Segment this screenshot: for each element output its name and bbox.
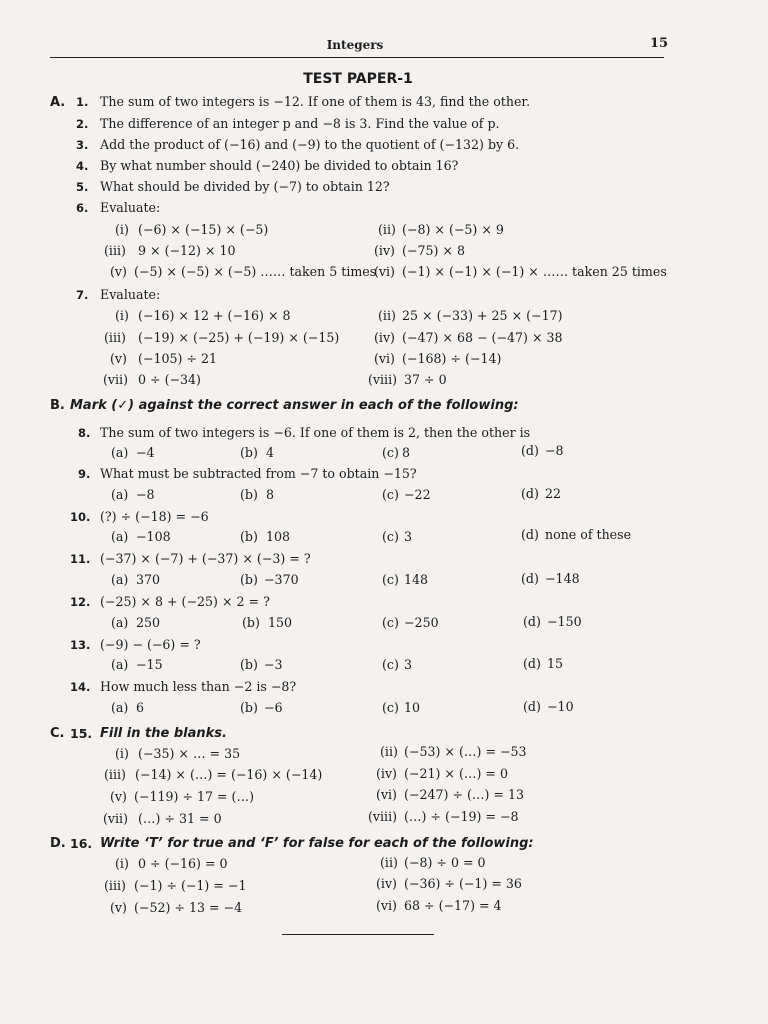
- option-value: 15: [547, 656, 564, 671]
- part-label: (i): [115, 856, 129, 871]
- option-value: none of these: [545, 527, 632, 542]
- part-expression: (−247) ÷ (…) = 13: [404, 787, 524, 802]
- question-number: 3.: [76, 138, 89, 152]
- question-number: 2.: [76, 117, 89, 131]
- option-value: −148: [545, 571, 580, 586]
- question-text: Evaluate:: [100, 287, 161, 302]
- question-number: 13.: [70, 638, 91, 652]
- section-a-label: A.: [50, 95, 66, 110]
- option-value: 4: [266, 445, 275, 460]
- part-expression: 0 ÷ (−34): [138, 372, 201, 387]
- question-text: (−25) × 8 + (−25) × 2 = ?: [100, 594, 270, 609]
- question-number: 1.: [76, 95, 89, 109]
- option-value: 8: [402, 445, 411, 460]
- option-label: (b): [240, 487, 258, 502]
- option-value: −22: [404, 487, 431, 502]
- part-label: (viii): [368, 809, 398, 824]
- part-expression: (−8) ÷ 0 = 0: [404, 855, 486, 870]
- part-label: (vi): [374, 351, 395, 366]
- question-number: 9.: [78, 467, 91, 481]
- option-label: (a): [111, 445, 129, 460]
- option-value: −108: [136, 529, 171, 544]
- part-label: (i): [115, 746, 129, 761]
- part-label: (ii): [378, 222, 396, 237]
- part-expression: (−47) × 68 − (−47) × 38: [402, 330, 563, 345]
- part-label: (i): [115, 308, 129, 323]
- question-number: 8.: [78, 426, 91, 440]
- option-label: (d): [523, 699, 541, 714]
- part-expression: 9 × (−12) × 10: [138, 243, 236, 258]
- part-expression: (−1) × (−1) × (−1) × …… taken 25 times: [402, 264, 667, 279]
- part-label: (iii): [104, 330, 126, 345]
- option-label: (d): [521, 527, 539, 542]
- part-label: (ii): [378, 308, 396, 323]
- question-text: The difference of an integer p and −8 is 3. Find the value of p.: [100, 116, 500, 131]
- section-b-instruction: Mark (✓) against the correct answer in each of the following:: [70, 398, 519, 413]
- part-expression: (−119) ÷ 17 = (…): [134, 789, 254, 804]
- section-b-label: B.: [50, 398, 65, 413]
- option-label: (d): [521, 486, 539, 501]
- part-expression: (−6) × (−15) × (−5): [138, 222, 269, 237]
- option-label: (b): [242, 615, 260, 630]
- part-expression: (…) ÷ 31 = 0: [138, 811, 222, 826]
- option-value: 150: [268, 615, 293, 630]
- part-label: (iii): [104, 767, 126, 782]
- question-number: 15.: [70, 726, 93, 741]
- part-expression: (−168) ÷ (−14): [402, 351, 502, 366]
- part-expression: (…) ÷ (−19) = −8: [404, 809, 519, 824]
- part-label: (i): [115, 222, 129, 237]
- question-text: By what number should (−240) be divided to obtain 16?: [100, 158, 459, 173]
- option-label: (c): [382, 657, 399, 672]
- part-label: (iv): [374, 330, 395, 345]
- question-number: 4.: [76, 159, 89, 173]
- part-expression: (−14) × (…) = (−16) × (−14): [135, 767, 323, 782]
- option-label: (c): [382, 529, 399, 544]
- part-expression: (−105) ÷ 21: [138, 351, 217, 366]
- part-expression: (−8) × (−5) × 9: [402, 222, 504, 237]
- option-value: 148: [404, 572, 429, 587]
- page-number: 15: [650, 36, 669, 51]
- option-value: 3: [404, 657, 413, 672]
- option-label: (d): [521, 443, 539, 458]
- part-expression: (−21) × (…) = 0: [404, 766, 508, 781]
- section-d-label: D.: [50, 836, 66, 851]
- option-value: 370: [136, 572, 161, 587]
- option-value: −3: [264, 657, 283, 672]
- part-expression: (−75) × 8: [402, 243, 465, 258]
- question-text: The sum of two integers is −6. If one of them is 2, then the other is: [100, 425, 531, 440]
- option-label: (a): [111, 700, 129, 715]
- option-label: (d): [523, 614, 541, 629]
- part-label: (v): [110, 351, 127, 366]
- option-value: 6: [136, 700, 145, 715]
- question-text: (−9) − (−6) = ?: [100, 637, 201, 652]
- option-label: (c): [382, 572, 399, 587]
- part-label: (v): [110, 789, 127, 804]
- part-expression: 37 ÷ 0: [404, 372, 447, 387]
- option-value: −10: [547, 699, 574, 714]
- part-label: (ii): [380, 855, 398, 870]
- part-expression: (−52) ÷ 13 = −4: [134, 900, 243, 915]
- option-label: (c): [382, 487, 399, 502]
- part-label: (iv): [376, 876, 397, 891]
- option-label: (a): [111, 572, 129, 587]
- part-label: (ii): [380, 744, 398, 759]
- option-label: (a): [111, 615, 129, 630]
- part-expression: (−5) × (−5) × (−5) …… taken 5 times: [134, 264, 377, 279]
- option-value: −250: [404, 615, 439, 630]
- part-expression: 68 ÷ (−17) = 4: [404, 898, 502, 913]
- part-label: (vii): [103, 372, 128, 387]
- question-text: What must be subtracted from −7 to obtain −15?: [100, 466, 417, 481]
- part-label: (viii): [368, 372, 398, 387]
- part-expression: (−53) × (…) = −53: [404, 744, 527, 759]
- part-expression: (−35) × … = 35: [138, 746, 241, 761]
- question-text: Evaluate:: [100, 200, 161, 215]
- option-value: −6: [264, 700, 283, 715]
- option-label: (b): [240, 445, 258, 460]
- option-label: (b): [240, 700, 258, 715]
- question-number: 7.: [76, 288, 89, 302]
- part-label: (vi): [376, 787, 397, 802]
- part-label: (iii): [104, 243, 126, 258]
- part-label: (v): [110, 264, 127, 279]
- option-label: (d): [521, 571, 539, 586]
- part-label: (vi): [376, 898, 397, 913]
- option-value: −4: [136, 445, 155, 460]
- part-label: (v): [110, 900, 127, 915]
- option-label: (a): [111, 487, 129, 502]
- option-value: 22: [545, 486, 562, 501]
- option-label: (c): [382, 615, 399, 630]
- section-c-label: C.: [50, 726, 65, 741]
- option-value: −370: [264, 572, 299, 587]
- question-text: The sum of two integers is −12. If one of them is 43, find the other.: [100, 94, 531, 109]
- option-label: (c): [382, 700, 399, 715]
- test-paper-title: TEST PAPER-1: [303, 71, 413, 87]
- option-label: (b): [240, 572, 258, 587]
- question-text: What should be divided by (−7) to obtain 12?: [100, 179, 390, 194]
- option-value: 250: [136, 615, 161, 630]
- question-number: 11.: [70, 552, 91, 566]
- option-label: (a): [111, 529, 129, 544]
- part-expression: (−19) × (−25) + (−19) × (−15): [138, 330, 340, 345]
- section-d-instruction: Write ‘T’ for true and ‘F’ for false for each of the following:: [100, 836, 534, 851]
- question-text: (−37) × (−7) + (−37) × (−3) = ?: [100, 551, 311, 566]
- option-label: (d): [523, 656, 541, 671]
- part-label: (iv): [376, 766, 397, 781]
- header-rule: [50, 57, 664, 58]
- question-number: 6.: [76, 201, 89, 215]
- question-number: 10.: [70, 510, 91, 524]
- part-label: (iv): [374, 243, 395, 258]
- part-expression: 0 ÷ (−16) = 0: [138, 856, 228, 871]
- option-label: (c): [382, 445, 399, 460]
- question-text: Add the product of (−16) and (−9) to the quotient of (−132) by 6.: [100, 137, 520, 152]
- option-value: −150: [547, 614, 582, 629]
- part-expression: 25 × (−33) + 25 × (−17): [402, 308, 563, 323]
- section-c-instruction: Fill in the blanks.: [100, 726, 227, 741]
- option-value: 10: [404, 700, 421, 715]
- option-value: 108: [266, 529, 291, 544]
- question-number: 16.: [70, 836, 93, 851]
- option-value: 8: [266, 487, 275, 502]
- option-label: (a): [111, 657, 129, 672]
- option-value: −15: [136, 657, 163, 672]
- part-expression: (−1) ÷ (−1) = −1: [134, 878, 247, 893]
- question-text: (?) ÷ (−18) = −6: [100, 509, 209, 524]
- option-value: −8: [136, 487, 155, 502]
- part-expression: (−16) × 12 + (−16) × 8: [138, 308, 291, 323]
- option-value: −8: [545, 443, 564, 458]
- part-label: (iii): [104, 878, 126, 893]
- part-label: (vii): [103, 811, 128, 826]
- running-header-title: Integers: [326, 38, 384, 52]
- option-label: (b): [240, 657, 258, 672]
- question-text: How much less than −2 is −8?: [100, 679, 297, 694]
- question-number: 5.: [76, 180, 89, 194]
- part-expression: (−36) ÷ (−1) = 36: [404, 876, 522, 891]
- question-number: 14.: [70, 680, 91, 694]
- footer-rule: [282, 934, 434, 935]
- part-label: (vi): [374, 264, 395, 279]
- question-number: 12.: [70, 595, 91, 609]
- option-value: 3: [404, 529, 413, 544]
- option-label: (b): [240, 529, 258, 544]
